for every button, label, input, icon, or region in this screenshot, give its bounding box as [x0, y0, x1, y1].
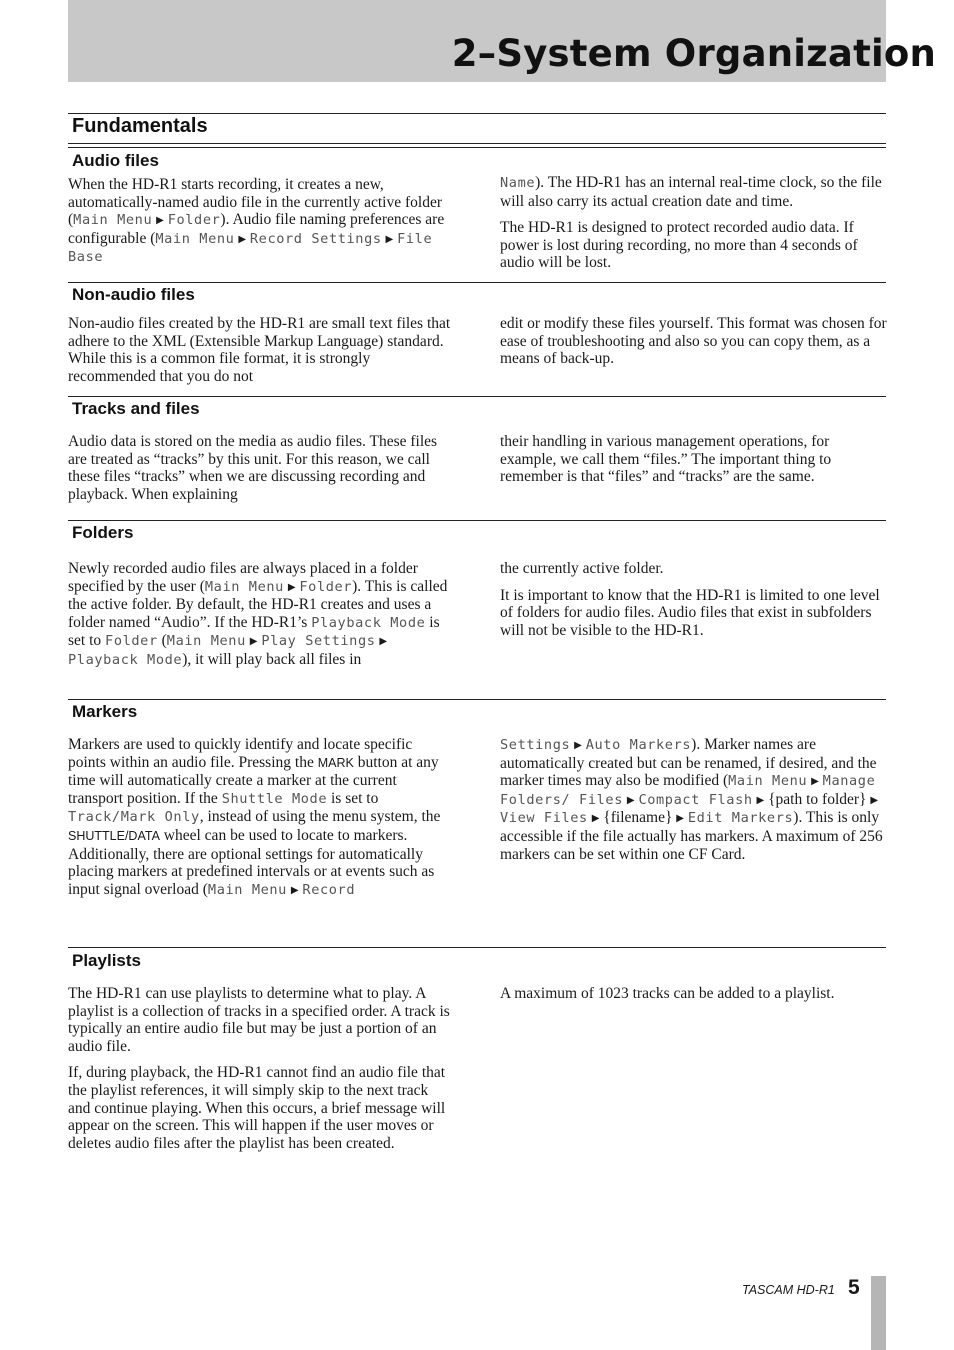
folders-right: the currently active folder. It is important to know that the HD-R1 is limited to one level of folders for audio files. Audio files that exist in subfolders will not be visible to the HD-R1. — [500, 560, 880, 639]
heading-tracks-and-files: Tracks and files — [72, 399, 200, 418]
arrow-right-icon: ▶ — [287, 581, 296, 593]
audio-files-left: When the HD-R1 starts recording, it creates a new, automatically-named audio file in the currently active folder (Main Menu ▶ Folder). Audio file naming preferences are configurable (Main Menu ▶ Record Settings ▶ File Base — [68, 176, 445, 266]
non-audio-left: Non-audio files created by the HD-R1 are small text files that adhere to the XML (Extensible Markup Language) standard. While this is a common file format, it is strongly recommended that you do not — [68, 315, 451, 385]
arrow-right-icon: ▶ — [290, 884, 299, 896]
audio-files-right: Name). The HD-R1 has an internal real-time clock, so the file will also carry its actual creation date and time. The HD-R1 is designed to protect recorded audio data. If power is lost during recording, no more than 4 seconds of audio will be lost. — [500, 174, 882, 272]
folders-left: Newly recorded audio files are always placed in a folder specified by the user (Main Menu ▶ Folder). This is called the active folder. By default, the HD-R1 creates and uses a folder named “Audio”. If the HD-R1’s Playback Mode is set to Folder (Main Menu ▶ Play Settings ▶ Playback Mode), it will play back all files in — [68, 560, 448, 668]
section-rule — [68, 113, 886, 114]
arrow-right-icon: ▶ — [379, 636, 388, 648]
arrow-right-icon: ▶ — [591, 813, 600, 825]
heading-playlists: Playlists — [72, 951, 141, 970]
tracks-right: their handling in various management operations, for example, we call them “files.” The important thing to remember is that “files” and “tracks” are the same. — [500, 433, 832, 486]
heading-folders: Folders — [72, 523, 134, 542]
arrow-right-icon: ▶ — [385, 233, 394, 245]
divider — [68, 396, 886, 397]
chapter-title: 2–System Organization — [451, 32, 936, 75]
arrow-right-icon: ▶ — [756, 794, 765, 806]
divider — [68, 282, 886, 283]
markers-left: Markers are used to quickly identify and locate specific points within an audio file. Pressing the MARK button at any time will automatically create a marker at the current transport position. If the Shuttle Mode is set to Track/Mark Only, instead of using the menu system, the SHUTTLE/DATA wheel can be used to locate to markers. Additionally, there are optional settings for automatically placing markers at predefined intervals or at events such as input signal overload (Main Menu ▶ Record — [68, 736, 441, 898]
heading-markers: Markers — [72, 702, 138, 721]
tracks-left: Audio data is stored on the media as audio files. These files are treated as “tracks” by this unit. For this reason, we call these files “tracks” when we are discussing recording and playback. When explaining — [68, 433, 438, 503]
divider — [68, 947, 886, 948]
footer-brand: TASCAM HD-R1 — [742, 1283, 835, 1297]
divider — [68, 520, 886, 521]
page-number: 5 — [848, 1276, 860, 1299]
page-edge-tab — [871, 1276, 886, 1350]
heading-audio-files: Audio files — [72, 151, 159, 170]
arrow-right-icon: ▶ — [811, 776, 819, 788]
arrow-right-icon: ▶ — [156, 215, 164, 227]
heading-non-audio-files: Non-audio files — [72, 285, 195, 304]
section-double-rule — [68, 147, 886, 148]
markers-right: Settings ▶ Auto Markers). Marker names are automatically created but can be renamed, if desired, and the marker times may also be modified (Main Menu ▶ Manage Folders/ Files ▶ Compact Flash ▶ {path to folder} ▶ View Files ▶ {filename} ▶ Edit Markers). This is only accessible if the file actually has markers. A maximum of 256 markers can be set within one CF Card. — [500, 736, 883, 863]
arrow-right-icon: ▶ — [574, 740, 582, 751]
playlists-right: A maximum of 1023 tracks can be added to a playlist. — [500, 985, 835, 1002]
section-title: Fundamentals — [72, 115, 208, 137]
arrow-right-icon: ▶ — [676, 813, 684, 825]
shuttle-data-label: SHUTTLE/DATA — [68, 828, 160, 843]
non-audio-right: edit or modify these files yourself. This format was chosen for ease of troubleshooting and also so you can copy them, as a means of back-up. — [500, 315, 887, 368]
arrow-right-icon: ▶ — [870, 794, 879, 806]
divider — [68, 699, 886, 700]
arrow-right-icon: ▶ — [626, 794, 635, 806]
mark-button-label: MARK — [317, 755, 354, 770]
playlists-left: The HD-R1 can use playlists to determine what to play. A playlist is a collection of tracks in a specified order. A track is typically an entire audio file but may be just a portion of an audio file. If, during playback, the HD-R1 cannot find an audio file that the playlist references, it will simply skip to the next track and continue playing. When this occurs, a brief message will appear on the screen. This will happen if the user moves or deletes audio files after the playlist has been created. — [68, 985, 450, 1152]
section-double-rule — [68, 143, 886, 144]
arrow-right-icon: ▶ — [249, 636, 258, 648]
arrow-right-icon: ▶ — [238, 233, 247, 245]
